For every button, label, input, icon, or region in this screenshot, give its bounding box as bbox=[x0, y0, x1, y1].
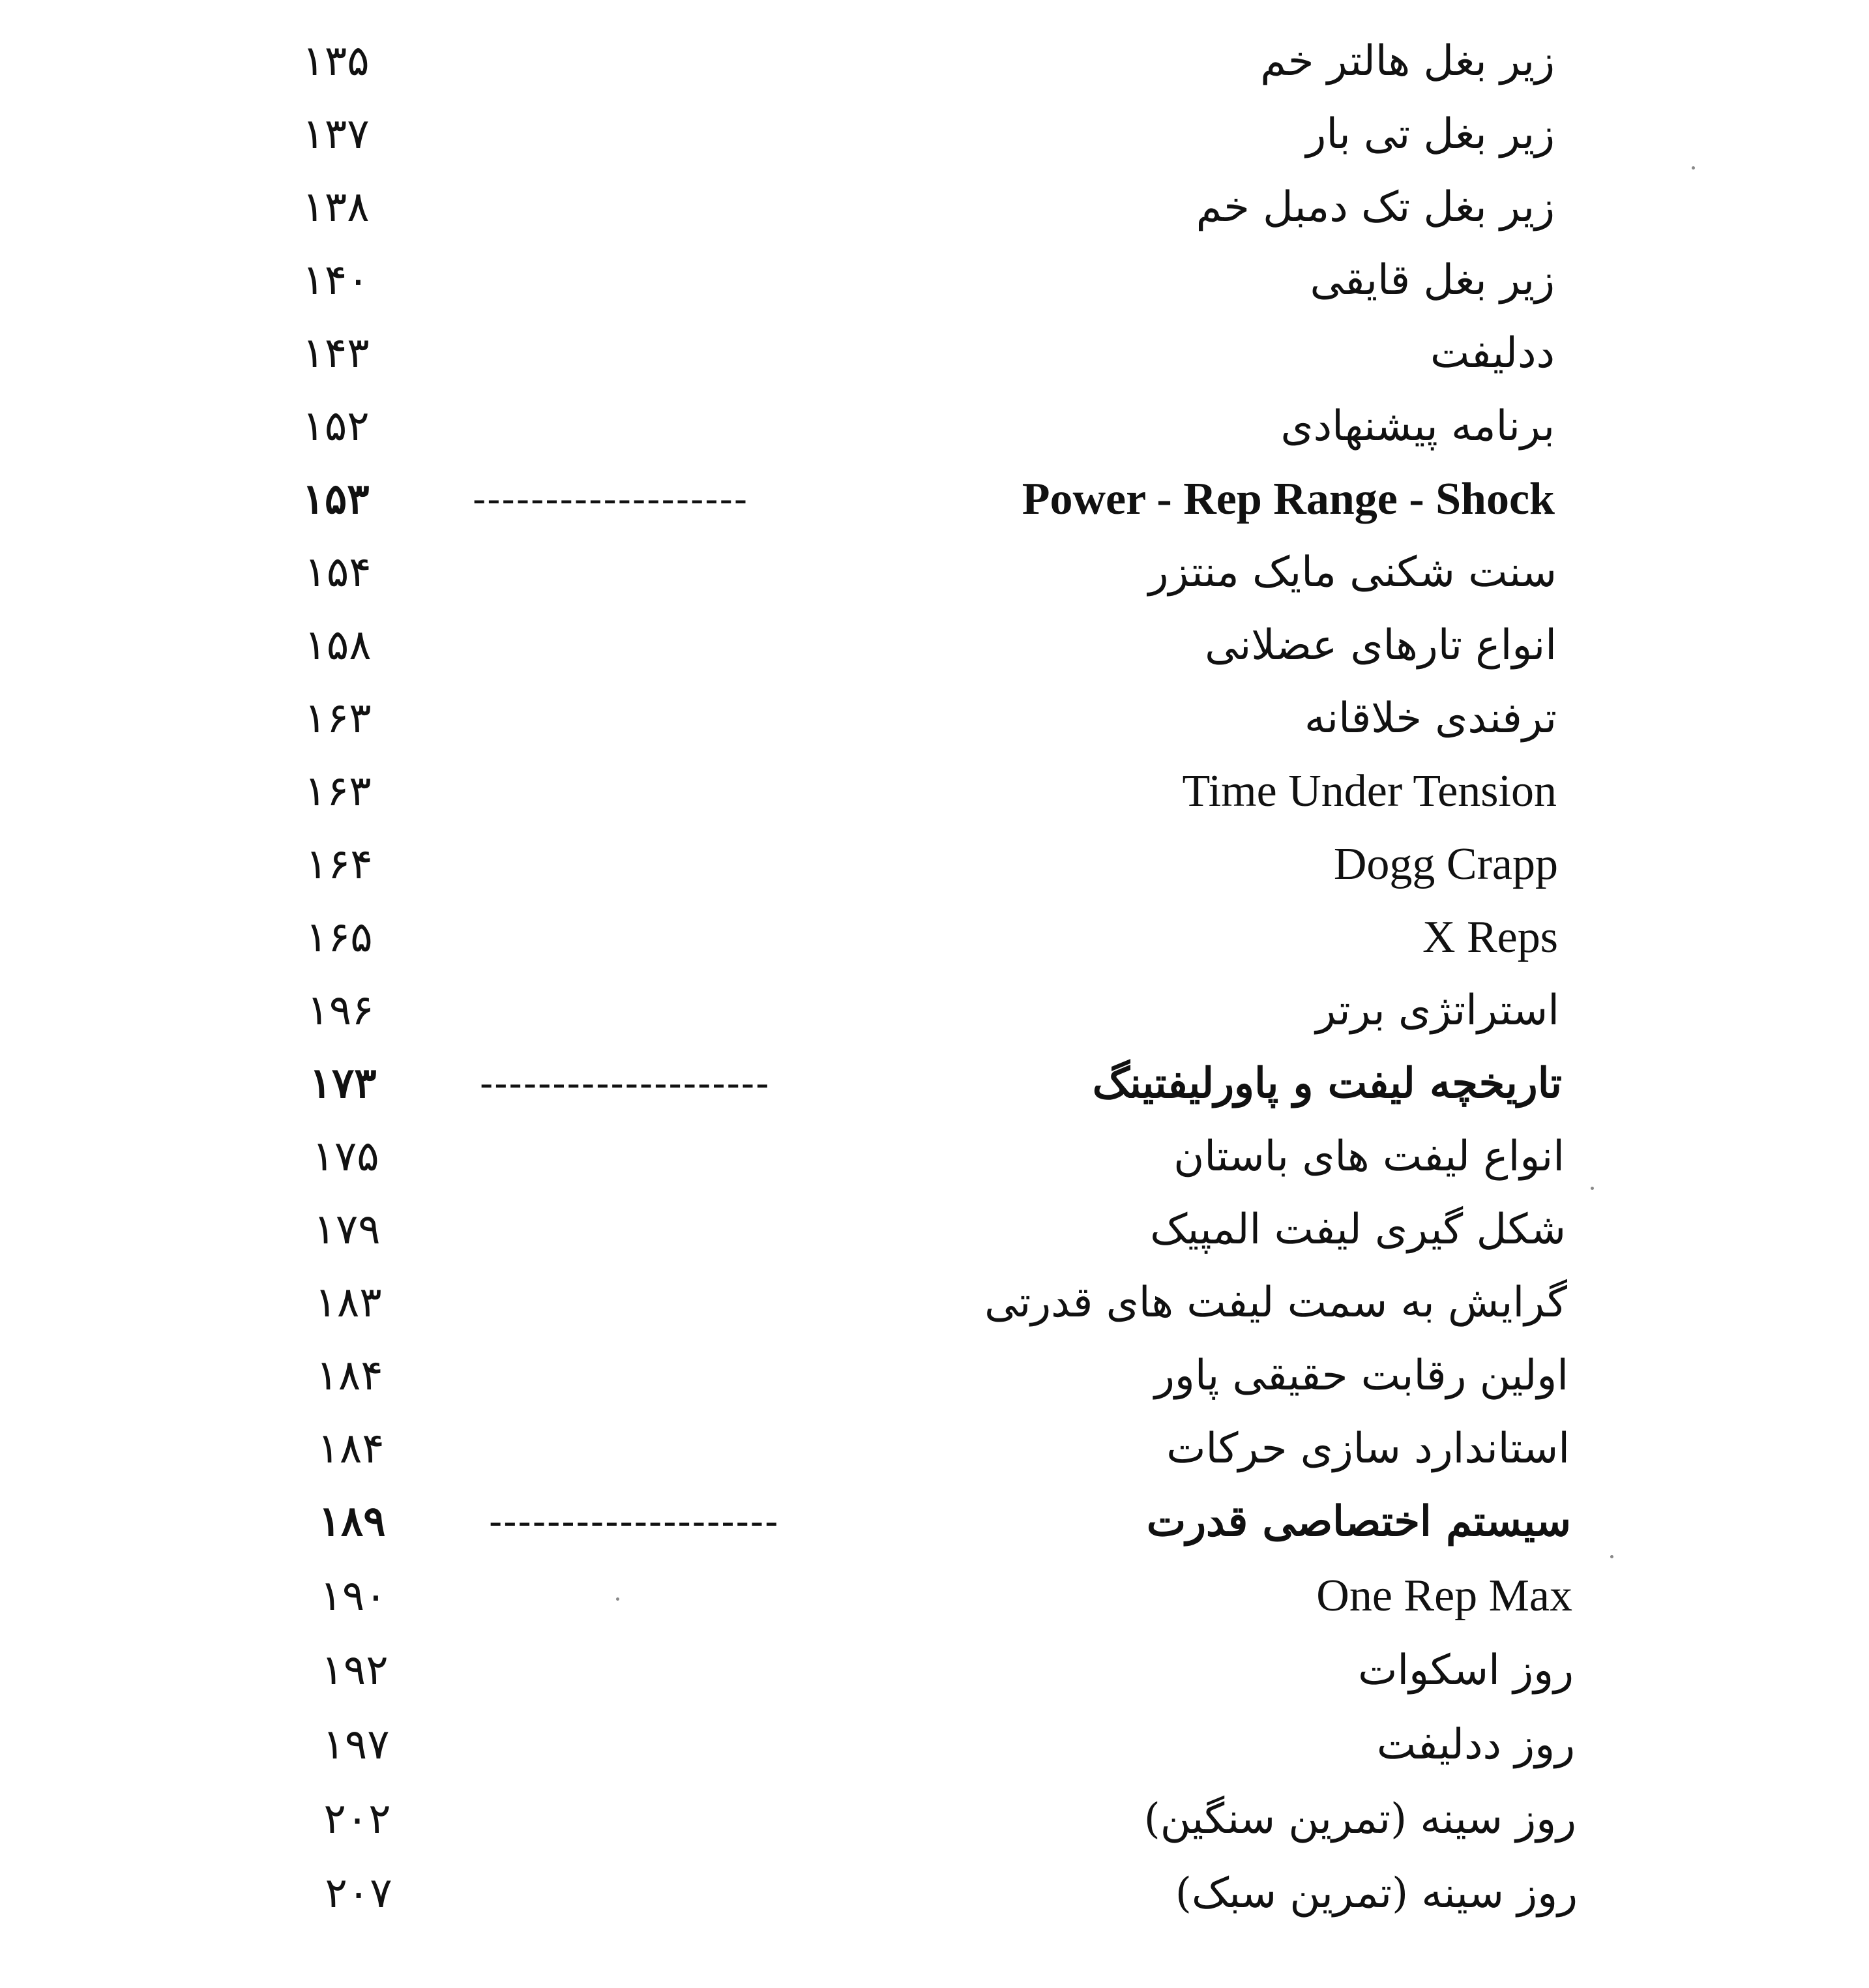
entry-page-number: ۱۳۸ bbox=[302, 183, 370, 231]
entry-title: برنامه پیشنهادی bbox=[1280, 402, 1555, 451]
entry-page-number: ۱۶۳ bbox=[304, 767, 372, 816]
toc-entry bbox=[274, 901, 1584, 974]
entry-title: شکل گیری لیفت المپیک bbox=[1150, 1206, 1566, 1254]
entry-title: اولین رقابت حقیقی پاور bbox=[1155, 1352, 1568, 1400]
chapter-title: Power - Rep Range - Shock bbox=[1022, 474, 1555, 524]
entry-page-number: ۱۸۴ bbox=[316, 1352, 383, 1400]
entry-page-number: ۲۰۲ bbox=[323, 1795, 391, 1843]
entry-page-number: ۱۷۹ bbox=[313, 1206, 381, 1254]
scan-speck bbox=[616, 1597, 619, 1601]
entry-page-number: ۲۰۷ bbox=[325, 1869, 392, 1918]
toc-chapter-entry bbox=[271, 463, 1581, 536]
entry-page-number: ۱۴۰ bbox=[302, 256, 370, 304]
entry-page-number: ۱۵۲ bbox=[302, 402, 370, 451]
entry-page-number: ۱۹۰ bbox=[319, 1572, 387, 1620]
entry-title: Time Under Tension bbox=[1182, 766, 1557, 816]
entry-title: روز ددلیفت bbox=[1376, 1721, 1575, 1769]
entry-title: استراتژی برتر bbox=[1316, 987, 1559, 1035]
toc-entry bbox=[286, 1412, 1596, 1485]
toc-entry bbox=[271, 98, 1581, 171]
entry-page-number: ۱۹۲ bbox=[321, 1646, 389, 1695]
entry-title: انواع تارهای عضلانی bbox=[1205, 621, 1557, 670]
toc-entry bbox=[289, 1634, 1600, 1707]
chapter-page-number: ۱۵۳ bbox=[302, 475, 370, 524]
entry-title: روز اسکوات bbox=[1358, 1646, 1574, 1695]
entry-page-number: ۱۹۶ bbox=[306, 987, 374, 1035]
entry-title: انواع لیفت های باستان bbox=[1173, 1133, 1565, 1181]
entry-title: سنت شکنی مایک منتزر bbox=[1148, 548, 1557, 597]
chapter-title: تاریخچه لیفت و پاورلیفتینگ bbox=[1092, 1059, 1562, 1108]
toc-entry bbox=[293, 1857, 1604, 1930]
toc-chapter-entry bbox=[278, 1047, 1588, 1120]
entry-title: گرایش به سمت لیفت های قدرتی bbox=[984, 1279, 1567, 1327]
toc-entry bbox=[271, 171, 1581, 244]
entry-page-number: ۱۳۷ bbox=[302, 110, 370, 158]
scan-speck bbox=[1591, 1187, 1594, 1190]
toc-entry bbox=[272, 536, 1583, 609]
entry-page-number: ۱۶۵ bbox=[305, 913, 373, 962]
toc-entry bbox=[292, 1783, 1602, 1856]
toc-entry bbox=[275, 974, 1585, 1047]
scan-speck bbox=[1692, 166, 1695, 170]
entry-page-number: ۱۹۷ bbox=[322, 1721, 390, 1769]
toc-entry bbox=[271, 244, 1581, 317]
entry-title: Dogg Crapp bbox=[1333, 839, 1558, 889]
toc-entry bbox=[283, 1266, 1593, 1339]
chapter-title: سیستم اختصاصی قدرت bbox=[1146, 1497, 1571, 1546]
entry-page-number: ۱۴۳ bbox=[302, 329, 370, 378]
entry-page-number: ۱۳۵ bbox=[302, 37, 370, 85]
toc-entry bbox=[271, 390, 1581, 463]
toc-entry bbox=[291, 1708, 1601, 1781]
entry-title: زیر بغل قایقی bbox=[1310, 256, 1555, 304]
toc-entry bbox=[271, 25, 1581, 98]
entry-page-number: ۱۶۴ bbox=[305, 840, 373, 889]
entry-page-number: ۱۵۴ bbox=[304, 548, 372, 597]
entry-title: زیر بغل تی بار bbox=[1306, 110, 1555, 158]
toc-entry bbox=[284, 1339, 1595, 1412]
table-of-contents bbox=[0, 25, 1869, 1961]
entry-page-number: ۱۸۴ bbox=[317, 1425, 385, 1473]
toc-entry bbox=[280, 1120, 1591, 1193]
entry-title: روز سینه (تمرین سبک) bbox=[1175, 1869, 1578, 1918]
chapter-page-number: ۱۸۹ bbox=[318, 1497, 386, 1546]
toc-entry bbox=[282, 1193, 1592, 1266]
dotted-leader: ------------------- bbox=[473, 477, 749, 522]
entry-title: زیر بغل تک دمبل خم bbox=[1196, 183, 1555, 231]
entry-title: زیر بغل هالتر خم bbox=[1260, 37, 1555, 85]
toc-entry bbox=[272, 755, 1583, 828]
entry-page-number: ۱۷۵ bbox=[312, 1133, 379, 1181]
entry-title: ددلیفت bbox=[1430, 329, 1555, 378]
entry-page-number: ۱۸۳ bbox=[314, 1279, 382, 1327]
entry-title: ترفندی خلاقانه bbox=[1304, 694, 1557, 743]
entry-page-number: ۱۵۸ bbox=[304, 621, 372, 670]
dotted-leader: -------------------- bbox=[480, 1061, 771, 1106]
toc-chapter-entry bbox=[287, 1485, 1597, 1558]
toc-entry bbox=[288, 1560, 1598, 1633]
toc-entry bbox=[271, 317, 1581, 390]
dotted-leader: -------------------- bbox=[489, 1499, 780, 1545]
entry-title: روز سینه (تمرین سنگین) bbox=[1143, 1795, 1576, 1843]
toc-entry bbox=[272, 609, 1583, 682]
entry-title: One Rep Max bbox=[1316, 1571, 1572, 1621]
entry-title: X Reps bbox=[1422, 912, 1558, 962]
entry-title: استاندارد سازی حرکات bbox=[1166, 1425, 1570, 1473]
toc-entry bbox=[274, 828, 1584, 901]
scan-speck bbox=[1610, 1555, 1613, 1558]
toc-entry bbox=[272, 682, 1583, 755]
entry-page-number: ۱۶۳ bbox=[304, 694, 372, 743]
chapter-page-number: ۱۷۳ bbox=[309, 1059, 377, 1108]
